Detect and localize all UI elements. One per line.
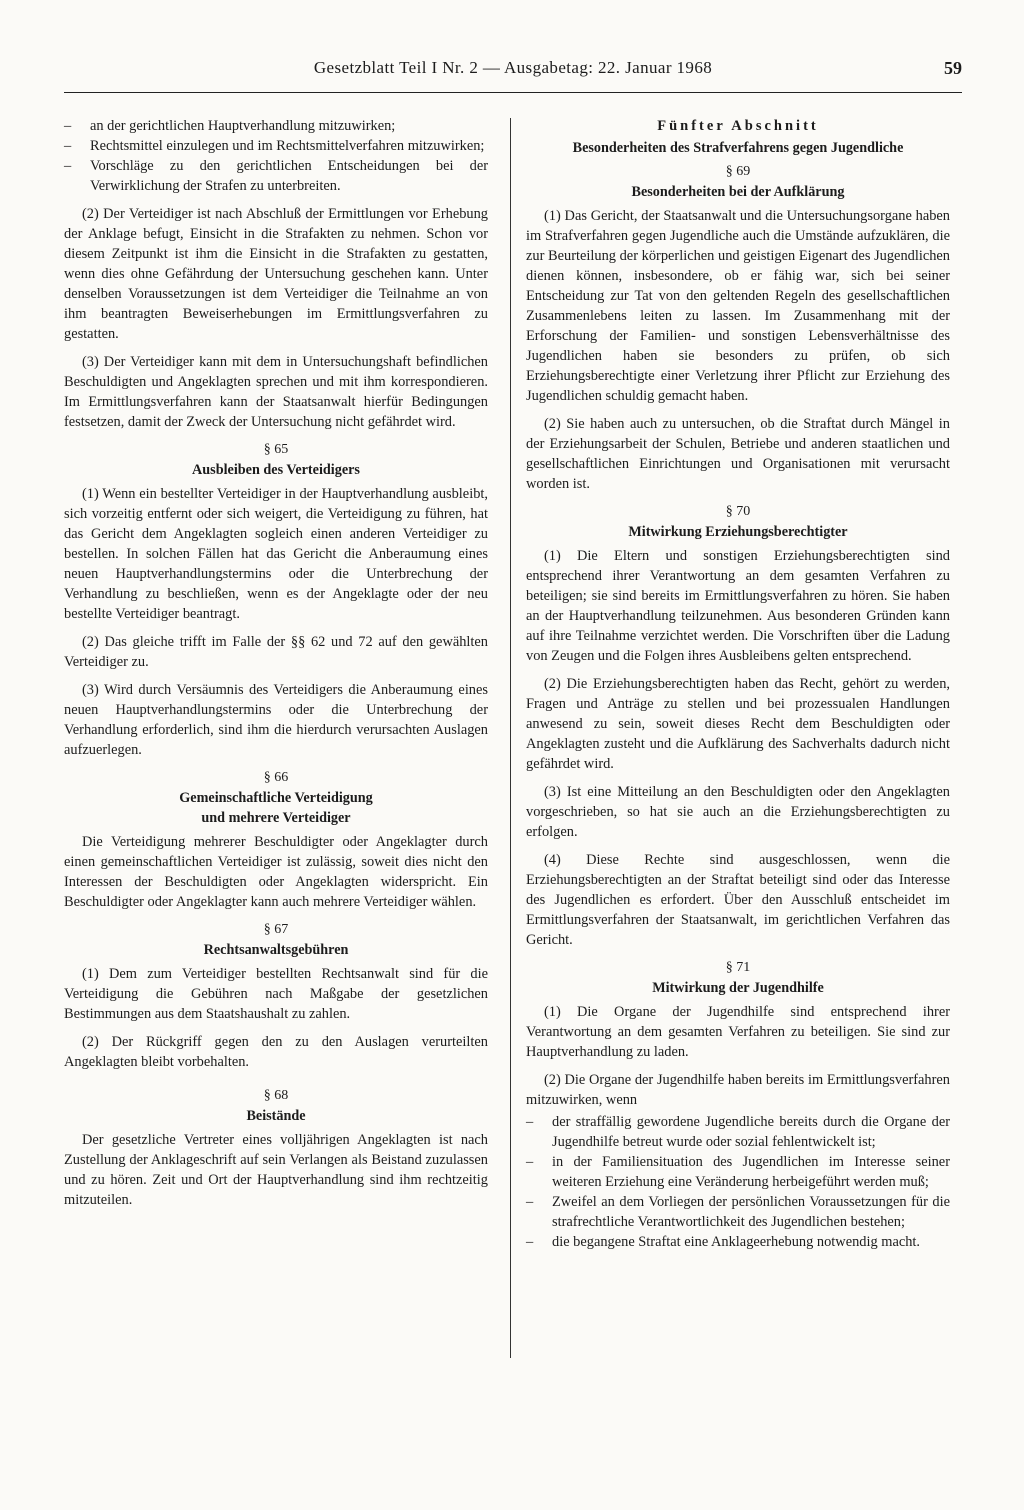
paragraph: (3) Der Verteidiger kann mit dem in Untersuchungshaft befindlichen Beschuldigten und Angeklagten sprechen und mit ihm korrespondieren. Im Ermittlungsverfahren kann der Staatsanwalt hierfür Bedingungen festsetzen, damit der Zweck der Untersuchung nicht gefährdet wird.	[64, 354, 488, 430]
paragraph: Die Verteidigung mehrerer Beschuldigter oder Angeklagter durch einen gemeinschaftlichen Verteidiger ist zulässig, soweit dies nicht den Interessen der Beschuldigten oder Angeklagten widerspricht. Ein Beschuldigter oder Angeklagter kann auch mehrere Verteidiger wählen.	[64, 834, 488, 910]
paragraph: (1) Die Organe der Jugendhilfe sind entsprechend ihrer Verantwortung an dem gesamten Verfahren zu beteiligen. Sie sind zur Hauptverhandlung zu laden.	[526, 1004, 950, 1060]
header-title: Gesetzblatt Teil I Nr. 2 — Ausgabetag: 22. Januar 1968	[313, 58, 713, 77]
section-title: Besonderheiten bei der Aufklärung	[631, 184, 845, 200]
list-item-text: der straffällig gewordene Jugendliche bereits durch die Organe der Jugendhilfe betreut wurde oder sozial fehlentwickelt ist;	[552, 1114, 950, 1150]
section-title-line: Gemeinschaftliche Verteidigung	[179, 790, 373, 806]
section-title: Mitwirkung Erziehungsberechtigter	[628, 524, 848, 540]
list-item	[64, 116, 488, 136]
header-rule	[64, 92, 962, 93]
paragraph: (2) Die Organe der Jugendhilfe haben bereits im Ermittlungsverfahren mitzuwirken, wenn	[526, 1072, 950, 1108]
paragraph: (4) Diese Rechte sind ausgeschlossen, wenn die Erziehungsberechtigten an der Straftat beteiligt sind oder das Interesse des Jugendlichen es erfordert. Über den Ausschluß entscheidet im Ermittlungsverfahren der Staatsanwalt, im gerichtlichen Verfahren das Gericht.	[526, 852, 950, 948]
list-item-text: Zweifel an dem Vorliegen der persönlichen Voraussetzungen für die strafrechtliche Verantwortlichkeit des Jugendlichen bestehen;	[552, 1194, 950, 1230]
dash-bullet: –	[64, 138, 72, 154]
dash-bullet: –	[64, 118, 72, 134]
section-title	[64, 808, 488, 828]
list-item	[526, 1112, 950, 1152]
dash-bullet: –	[526, 1114, 534, 1130]
section-number: § 70	[725, 504, 751, 519]
list-item	[526, 1232, 950, 1252]
section-number: § 65	[263, 442, 289, 457]
paragraph: (2) Der Rückgriff gegen den zu den Auslagen verurteilten Angeklagten bleibt vorbehalten.	[64, 1034, 488, 1070]
section-title: Beistände	[246, 1108, 306, 1124]
dash-bullet: –	[526, 1194, 534, 1210]
paragraph: (3) Ist eine Mitteilung an den Beschuldigten oder den Angeklagten vorgeschrieben, so hat sie auch an die Erziehungsberechtigten zu erfolgen.	[526, 784, 950, 840]
page-number: 59	[944, 58, 962, 78]
chapter-title: Besonderheiten des Strafverfahrens gegen Jugendliche	[572, 140, 904, 156]
paragraph: (2) Das gleiche trifft im Falle der §§ 62 und 72 auf den gewählten Verteidiger zu.	[64, 634, 488, 670]
list-item-text: die begangene Straftat eine Anklageerhebung notwendig macht.	[552, 1234, 921, 1250]
dash-bullet: –	[526, 1234, 534, 1250]
chapter-label: Fünfter Abschnitt	[657, 118, 819, 134]
dash-bullet: –	[526, 1154, 534, 1170]
section-title: Mitwirkung der Jugendhilfe	[652, 980, 824, 996]
paragraph: (1) Das Gericht, der Staatsanwalt und die Untersuchungsorgane haben im Strafverfahren gegen Jugendliche auch die Umstände aufzuklären, die zur Beurteilung der körperlichen und geistigen Eigenart des Jugendlichen dienen können, insbesondere, ob er fähig war, sich bei seiner Entscheidung zur Tat von den geltenden Regeln des gesellschaftlichen Zusammenlebens leiten zu lassen. Im Zusammenhang mit der Erforschung der Familien- und sonstigen Lebensverhältnisse des Jugendlichen haben sie besonders zu prüfen, ob sich Erziehungsberechtigte einer Verletzung ihrer Pflicht zur Erziehung des Jugendlichen schuldig gemacht haben.	[526, 208, 950, 404]
section-title-line: und mehrere Verteidiger	[201, 810, 351, 826]
page-header	[64, 52, 962, 82]
section-number: § 67	[263, 922, 289, 937]
list-item	[526, 1192, 950, 1232]
list-item-text: Vorschläge zu den gerichtlichen Entscheidungen bei der Verwirklichung der Strafen zu unterbreiten.	[90, 158, 488, 194]
list-item	[64, 136, 488, 156]
dash-bullet: –	[64, 158, 72, 174]
list-item-text: an der gerichtlichen Hauptverhandlung mitzuwirken;	[90, 118, 396, 134]
left-column	[64, 116, 488, 1218]
paragraph: (2) Der Verteidiger ist nach Abschluß der Ermittlungen vor Erhebung der Anklage befugt, Einsicht in die Strafakten zu nehmen. Schon vor diesem Zeitpunkt ist ihm die Einsicht in die Strafakten zu gestatten, wenn dies ohne Gefährdung der Untersuchung geschehen kann. Unter denselben Voraussetzungen ist dem Verteidiger die Teilnahme an von ihm beantragten Beweiserhebungen im Ermittlungsverfahren zu gestatten.	[64, 206, 488, 342]
list-item-text: in der Familiensituation des Jugendlichen im Interesse seiner weiteren Erziehung eine Veränderung herbeigeführt werden muß;	[552, 1154, 950, 1190]
paragraph: (1) Die Eltern und sonstigen Erziehungsberechtigten sind entsprechend ihrer Verantwortung an dem gesamten Verfahren zu beteiligen; sie sind bereits im Ermittlungsverfahren zu hören. Sie haben an der Hauptverhandlung teilzunehmen. Aus besonderen Gründen kann auf ihre Teilnahme verzichtet werden. Die Vorschriften über die Ladung von Zeugen und die Folgen ihres Ausbleibens gelten entsprechend.	[526, 548, 950, 664]
section-number: § 68	[263, 1088, 289, 1103]
paragraph: Der gesetzliche Vertreter eines volljährigen Angeklagten ist nach Zustellung der Anklageschrift auf sein Verlangen als Beistand zuzulassen und zu hören. Zeit und Ort der Hauptverhandlung sind ihm rechtzeitig mitzuteilen.	[64, 1132, 488, 1208]
list-item	[526, 1152, 950, 1192]
paragraph: (3) Wird durch Versäumnis des Verteidigers die Anberaumung eines neuen Hauptverhandlungstermins oder die Unterbrechung der Verhandlung erforderlich, sind ihm die hierdurch verursachten Auslagen aufzuerlegen.	[64, 682, 488, 758]
section-number: § 69	[725, 164, 751, 179]
paragraph: (2) Die Erziehungsberechtigten haben das Recht, gehört zu werden, Fragen und Anträge zu stellen und bei prozessualen Handlungen anwesend zu sein, soweit dieses Recht dem Beschuldigten oder Angeklagten zusteht und die Aufklärung des Sachverhalts dadurch nicht gefährdet wird.	[526, 676, 950, 772]
list-item-text: Rechtsmittel einzulegen und im Rechtsmittelverfahren mitzuwirken;	[90, 138, 485, 154]
list-item	[64, 156, 488, 196]
paragraph: (1) Wenn ein bestellter Verteidiger in der Hauptverhandlung ausbleibt, sich vorzeitig entfernt oder sich weigert, die Verteidigung zu führen, hat das Gericht dem Angeklagten sogleich einen anderen Verteidiger zu bestellen. In solchen Fällen hat das Gericht die Anberaumung eines neuen Hauptverhandlungstermins oder die Unterbrechung der Verhandlung zu beschließen, wenn es der Angeklagte oder der neu bestellte Verteidiger beantragt.	[64, 486, 488, 622]
section-title: Rechtsanwaltsgebühren	[203, 942, 349, 958]
section-title	[64, 788, 488, 808]
paragraph: (2) Sie haben auch zu untersuchen, ob die Straftat durch Mängel in der Erziehungsarbeit der Schulen, Betriebe und anderen staatlichen und gesellschaftlichen Einrichtungen und Organisationen mit verursacht worden ist.	[526, 416, 950, 492]
section-title: Ausbleiben des Verteidigers	[192, 462, 360, 478]
section-number: § 66	[263, 770, 289, 785]
right-column	[526, 116, 950, 1252]
paragraph: (1) Dem zum Verteidiger bestellten Rechtsanwalt sind für die Verteidigung die Gebühren nach Maßgabe der gesetzlichen Bestimmungen aus dem Staatshaushalt zu zahlen.	[64, 966, 488, 1022]
section-number: § 71	[725, 960, 751, 975]
column-divider	[510, 118, 511, 1358]
